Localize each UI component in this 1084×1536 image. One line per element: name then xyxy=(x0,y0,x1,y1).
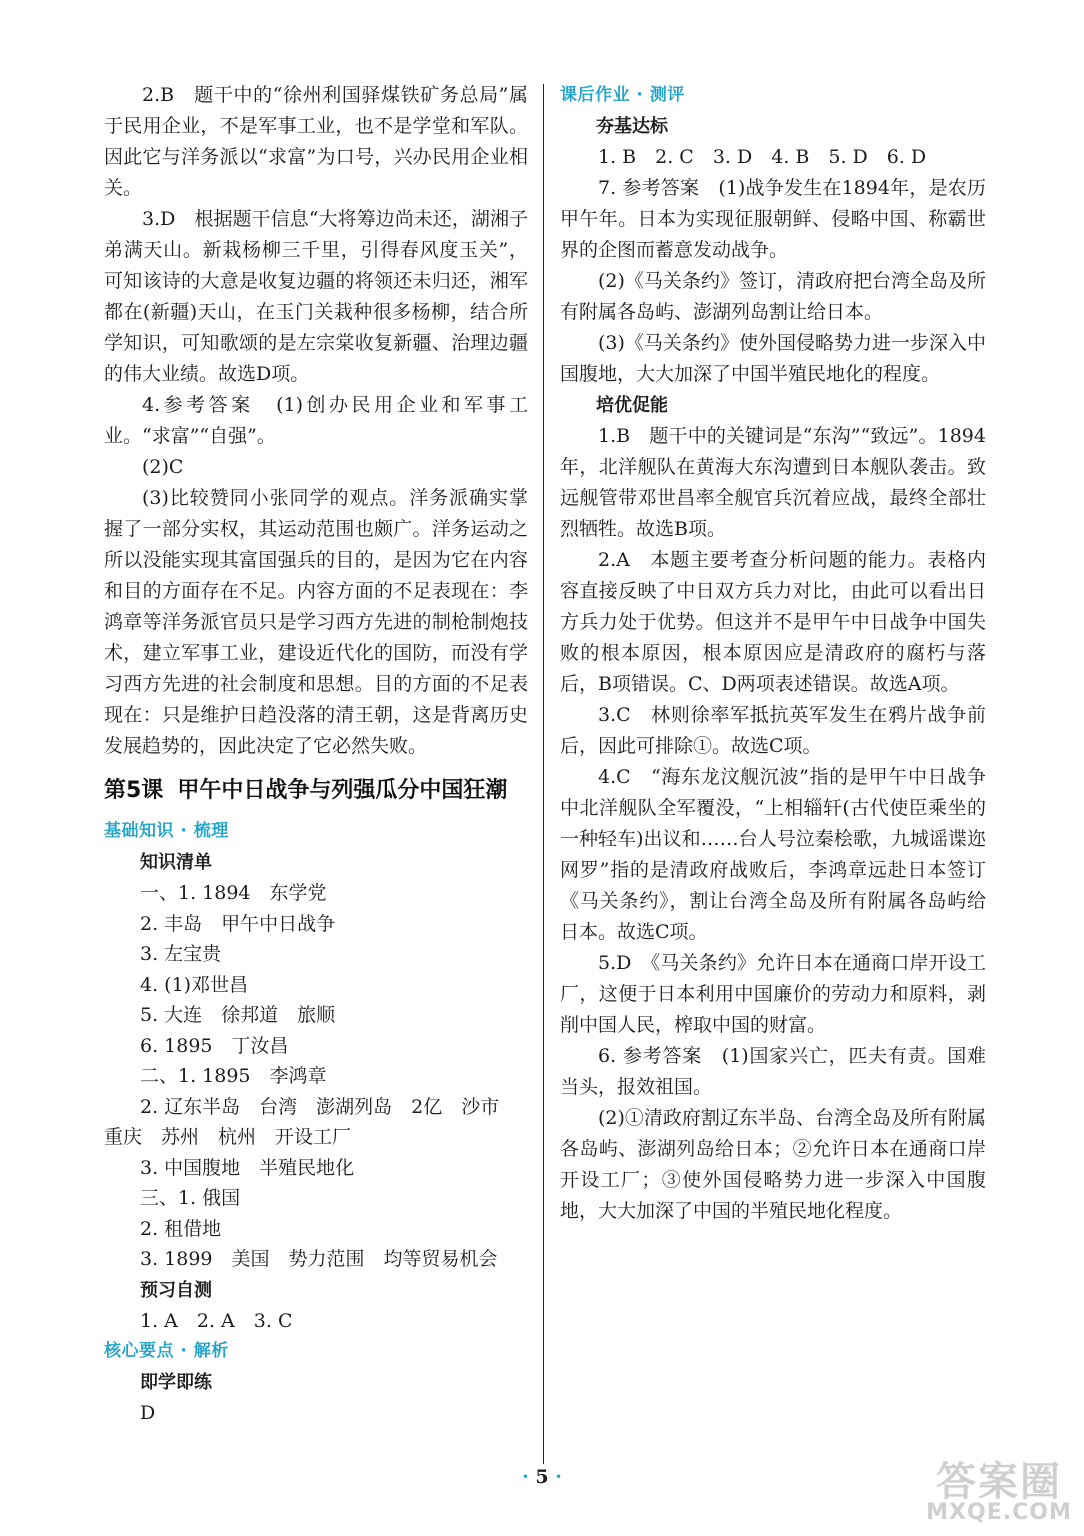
list-item: 二、1. 1895 李鸿章 xyxy=(140,1065,327,1087)
lesson-number: 第5课 xyxy=(104,778,164,803)
list-item: 2. 辽东半岛 台湾 澎湖列岛 2亿 沙市 重庆 苏州 杭州 开设工厂 xyxy=(104,1095,519,1148)
answer-paragraph: 2.A 本题主要考查分析问题的能力。表格内容直接反映了中日双方兵力对比，由此可以看出日方兵力处于优势。但这并不是甲午中日战争中国失败的根本原因，根本原因应是清政府的腐朽与落后，B项错误。C、D两项表述错误。故选A项。 xyxy=(560,549,986,695)
answer-paragraph: 1.B 题干中的关键词是“东沟”“致远”。1894年，北洋舰队在黄海大东沟遭到日本舰队袭击。致远舰管带邓世昌率全舰官兵沉着应战，最终全部壮烈牺牲。故选B项。 xyxy=(560,425,986,540)
answer-paragraph: 5.D 《马关条约》允许日本在通商口岸开设工厂，这便于日本利用中国廉价的劳动力和原料，剥削中国人民，榨取中国的财富。 xyxy=(560,952,986,1036)
list-item: 一、1. 1894 东学党 xyxy=(140,882,327,904)
list-item: 3. 左宝贵 xyxy=(140,943,222,965)
answer-paragraph: (2)C xyxy=(142,456,184,478)
watermark-logo xyxy=(924,1459,1074,1532)
watermark-url: MXQE.COM xyxy=(926,1500,1072,1525)
subheading: 培优促能 xyxy=(596,395,668,416)
answer-paragraph: 7. 参考答案 (1)战争发生在1894年，是农历甲午年。日本为实现征服朝鲜、侵略中国、称霸世界的企图而蓄意发动战争。 xyxy=(560,177,986,261)
column-divider xyxy=(543,84,544,1464)
lesson-title xyxy=(104,776,528,806)
list-item: 4. (1)邓世昌 xyxy=(140,973,249,996)
answer-paragraph: 4.C “海东龙汶舰沉波”指的是甲午中日战争中北洋舰队全军覆没，“上相辎轩(古代使臣乘坐的一种轻车)出议和……台人号泣秦桧歌，九城谣谍迩网罗”指的是清政府战败后，李鸿章远赴日本签订《马关条约》，割让台湾全岛及所有附属各岛屿给日本。故选C项。 xyxy=(560,766,986,943)
answer-paragraph: 3.C 林则徐率军抵抗英军发生在鸦片战争前后，因此可排除①。故选C项。 xyxy=(560,704,986,757)
answer-paragraph: (3)比较赞同小张同学的观点。洋务派确实掌握了一部分实权，其运动范围也颇广。洋务运动之所以没能实现其富国强兵的目的，是因为它在内容和目的方面存在不足。内容方面的不足表现在：李鸿章等洋务派官员只是学习西方先进的制枪制炮技术，建立军事工业，建设近代化的国防，而没有学习西方先进的社会制度和思想。目的方面的不足表现在：只是维护日趋没落的清王朝，这是背离历史发展趋势的，因此决定了它必然失败。 xyxy=(104,487,528,757)
answer-row: 1. B 2. C 3. D 4. B 5. D 6. D xyxy=(598,146,927,168)
answer-paragraph: (2)①清政府割辽东半岛、台湾全岛及所有附属各岛屿、澎湖列岛给日本；②允许日本在通商口岸开设工厂；③使外国侵略势力进一步深入中国腹地，大大加深了中国的半殖民地化程度。 xyxy=(560,1107,986,1222)
answer-paragraph: (3)《马关条约》使外国侵略势力进一步深入中国腹地，大大加深了中国半殖民地化的程度。 xyxy=(560,332,986,385)
subheading: 知识清单 xyxy=(140,852,212,873)
section-heading: 课后作业 · 测评 xyxy=(560,85,685,105)
list-item: 6. 1895 丁汝昌 xyxy=(140,1034,289,1057)
watermark-text: 答案圈 xyxy=(936,1459,1062,1505)
list-item: 2. 丰岛 甲午中日战争 xyxy=(140,912,336,935)
page-number-value: 5 xyxy=(535,1466,549,1488)
answer-paragraph: 4.参考答案 (1)创办民用企业和军事工业。“求富”“自强”。 xyxy=(104,394,528,447)
section-heading: 基础知识 · 梳理 xyxy=(104,821,229,841)
list-item: 3. 中国腹地 半殖民地化 xyxy=(140,1156,355,1179)
answer-paragraph: 2.B 题干中的“徐州利国驿煤铁矿务总局”属于民用企业，不是军事工业，也不是学堂和军队。因此它与洋务派以“求富”为口号，兴办民用企业相关。 xyxy=(104,84,528,199)
answer-paragraph: 6. 参考答案 (1)国家兴亡，匹夫有责。国难当头，报效祖国。 xyxy=(560,1045,986,1098)
page-number: · 5 · xyxy=(522,1466,562,1488)
right-column xyxy=(560,80,986,1227)
subheading: 夯基达标 xyxy=(596,116,668,137)
section-heading: 核心要点 · 解析 xyxy=(104,1341,229,1361)
subheading: 即学即练 xyxy=(140,1372,212,1393)
left-column xyxy=(104,80,528,1429)
lesson-title-text: 甲午中日战争与列强瓜分中国狂潮 xyxy=(177,778,508,803)
list-item: 5. 大连 徐邦道 旅顺 xyxy=(140,1004,336,1026)
list-item: 3. 1899 美国 势力范围 均等贸易机会 xyxy=(140,1248,498,1270)
answer-paragraph: 3.D 根据题干信息“大将筹边尚未还，湖湘子弟满天山。新栽杨柳三千里，引得春风度玉关”，可知该诗的大意是收复边疆的将领还未归还，湘军都在(新疆)天山，在玉门关栽种很多杨柳，结合所学知识，可知歌颂的是左宗棠收复新疆、治理边疆的伟大业绩。故选D项。 xyxy=(104,208,528,385)
answer-paragraph: (2)《马关条约》签订，清政府把台湾全岛及所有附属各岛屿、澎湖列岛割让给日本。 xyxy=(560,270,986,323)
list-item: 2. 租借地 xyxy=(140,1217,222,1240)
list-item: 1. A 2. A 3. C xyxy=(140,1309,293,1332)
list-item: 三、1. 俄国 xyxy=(140,1187,241,1209)
subheading: 预习自测 xyxy=(140,1279,212,1301)
list-item: D xyxy=(140,1402,156,1424)
